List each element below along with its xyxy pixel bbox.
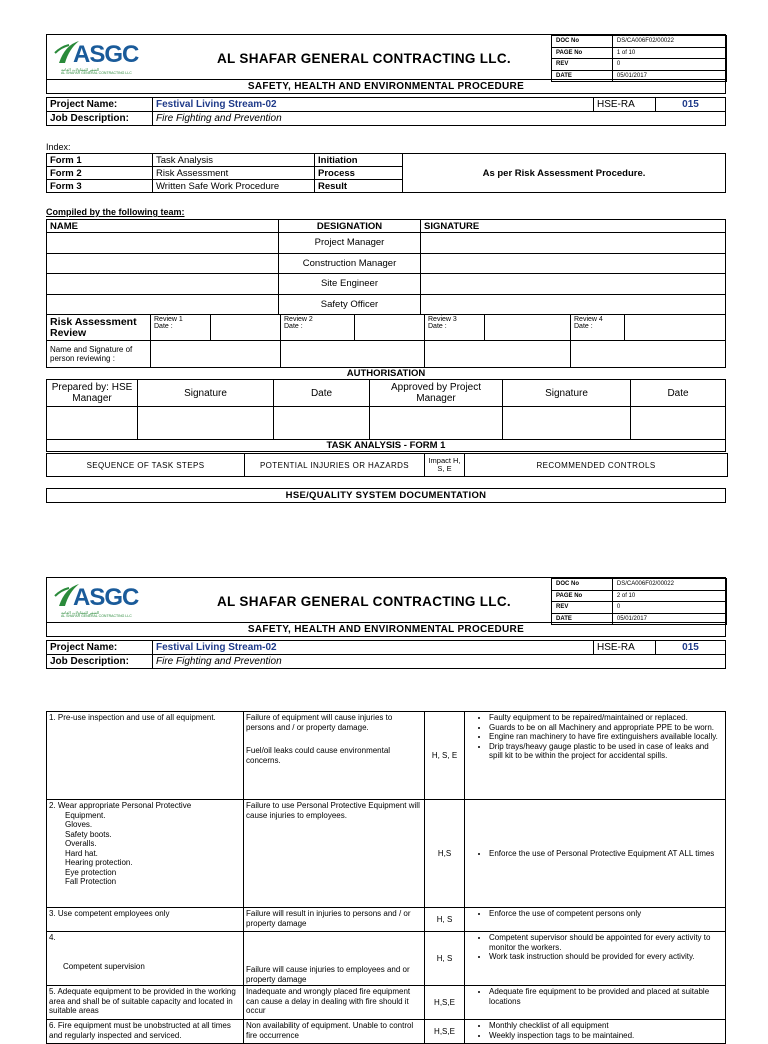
authorisation-title: AUTHORISATION [346,368,426,379]
company-name: AL SHAFAR GENERAL CONTRACTING LLC. [217,51,511,66]
logo-sub-en: AL SHAFAR GENERAL CONTRACTING LLC [61,71,132,75]
impact-cell: H, S, E [425,712,465,800]
doc-info-table [551,35,727,82]
auth-blank-2 [138,407,274,440]
reviewer-cell-2 [281,341,425,368]
job-description-value: Fire Fighting and Prevention [153,112,726,126]
task-step-text: 2. Wear appropriate Personal Protective [49,801,192,810]
hazard-cell: Non availability of equipment. Unable to control fire occurrence [244,1020,425,1044]
doc-no-label: DOC No [552,36,613,48]
review-2-blank [355,315,425,341]
task-step-sub: Competent supervision [63,961,145,971]
index-label: Index: [46,142,71,152]
auth-date-1: Date [274,380,370,407]
review-3: Review 3 Date : [425,315,485,341]
hazard-text: Failure of equipment will cause injuries to persons and / or property damage. [246,713,393,732]
rev-value: 0 [612,59,726,71]
team-header-signature: SIGNATURE [421,220,726,233]
logo-text: ASGC [73,41,139,68]
control-item: • Enforce the use of Personal Protective Equipment AT ALL times [489,849,723,859]
date-value: 05/01/2017 [612,613,726,625]
project-name-label: Project Name: [47,641,153,655]
review-3-blank [485,315,571,341]
controls-cell [465,800,726,908]
control-item: • Drip trays/heavy gauge plastic to be used in case of leaks and spill kit to be within the project for accidental spills. [489,742,723,761]
company-name: AL SHAFAR GENERAL CONTRACTING LLC. [217,594,511,609]
task-step [47,800,244,908]
control-item: • Competent supervisor should be appointed for every activity to monitor the workers. [489,933,723,952]
form-2-stage: Process [315,167,403,180]
table-row [47,908,726,932]
task-step: 3. Use competent employees only [47,908,244,932]
controls-cell [465,712,726,800]
review-4: Review 4 Date : [571,315,625,341]
date-label: DATE [552,70,613,82]
hse-label: HSE-RA [594,641,656,655]
page-no-label: PAGE No [552,47,613,59]
hazard-cell: Failure will cause injuries to employees and or property damage [244,932,425,986]
company-logo [51,39,137,77]
review-2: Review 2 Date : [281,315,355,341]
auth-blank-6 [631,407,726,440]
controls-cell [465,1020,726,1044]
controls-cell [465,932,726,986]
impact-cell: H,S,E [425,986,465,1020]
control-item: • Guards to be on all Machinery and appropriate PPE to be worn. [489,723,723,733]
control-item: • Faulty equipment to be repaired/maintained or replaced. [489,713,723,723]
header-box [46,34,726,80]
auth-blank-5 [503,407,631,440]
form-1: Form 1 [47,154,153,167]
rev-label: REV [552,602,613,614]
page-no-label: PAGE No [552,590,613,602]
reviewer-label: Name and Signature of person reviewing : [47,341,151,368]
rev-label: REV [552,59,613,71]
review-table [46,314,726,368]
ppe-item: Gloves. [65,820,93,829]
task-step: 1. Pre-use inspection and use of all equipment. [47,712,244,800]
review-1: Review 1 Date : [151,315,211,341]
form-3-stage: Result [315,180,403,193]
team-label: Compiled by the following team: [46,207,185,217]
control-item: • Work task instruction should be provided for every activity. [489,952,723,962]
form-3: Form 3 [47,180,153,193]
task-analysis-header [46,453,728,477]
col-hazards: POTENTIAL INJURIES OR HAZARDS [245,454,425,477]
task-step: 6. Fire equipment must be unobstructed at all times and regularly inspected and serviced. [47,1020,244,1044]
review-4-blank [625,315,726,341]
hazard-cell [244,712,425,800]
header-box [46,577,726,623]
hse-label: HSE-RA [594,98,656,112]
team-header-name: NAME [47,220,279,233]
control-item: • Adequate fire equipment to be provided and placed at suitable locations [489,987,723,1006]
project-table [46,640,726,669]
ppe-item: Safety boots. [65,829,112,839]
control-item: • Enforce the use of competent persons only [489,909,723,919]
doc-info-table [551,578,727,625]
ppe-item: Overalls. [65,839,97,848]
signature-cell [421,274,726,295]
form-1-stage: Initiation [315,154,403,167]
form-3-name: Written Safe Work Procedure [153,180,315,193]
logo-sub-ar: الشفر للمقاولات العامة [61,610,100,615]
approved-by: Approved by Project Manager [370,380,503,407]
hazard-cell: Inadequate and wrongly placed fire equipment can cause a delay in dealing with fire should it occur [244,986,425,1020]
team-table [46,219,726,315]
signature-cell [421,253,726,274]
page-no-value: 2 of 10 [612,590,726,602]
ppe-item: Fall Protection [65,877,117,886]
task-analysis-title: TASK ANALYSIS - FORM 1 [46,439,726,452]
ppe-item: Equipment. [65,810,106,820]
table-row [47,932,726,986]
form-1-name: Task Analysis [153,154,315,167]
designation-cell: Construction Manager [279,253,421,274]
project-name-value: Festival Living Stream-02 [153,641,594,655]
risk-table [46,711,726,1044]
date-label: DATE [552,613,613,625]
doc-no-value: DS/CA006F02/00022 [612,579,726,591]
index-note: As per Risk Assessment Procedure. [403,154,726,193]
control-item: • Weekly inspection tags to be maintained. [489,1031,723,1041]
task-step-text: 4. [49,933,56,942]
col-controls: RECOMMENDED CONTROLS [465,454,728,477]
reviewer-cell-3 [425,341,571,368]
authorisation-table [46,379,726,440]
project-table [46,97,726,126]
team-name-cell [47,253,279,274]
procedure-title: SAFETY, HEALTH AND ENVIRONMENTAL PROCEDURE [46,623,726,637]
hse-number: 015 [656,98,726,112]
hse-number: 015 [656,641,726,655]
designation-cell: Project Manager [279,233,421,254]
company-logo [51,582,137,620]
rev-value: 0 [612,602,726,614]
hazard-cell: Failure will result in injuries to persons and / or property damage [244,908,425,932]
ppe-item: Hard hat. [65,848,98,858]
task-step: 5. Adequate equipment to be provided in the working area and shall be of suitable capacity and located in suitable areas [47,986,244,1020]
reviewer-cell-1 [151,341,281,368]
logo-sub-en: AL SHAFAR GENERAL CONTRACTING LLC [61,614,132,618]
team-name-cell [47,274,279,295]
auth-date-2: Date [631,380,726,407]
control-item: • Engine ran machinery to have fire extinguishers available locally. [489,732,723,742]
job-description-label: Job Description: [47,655,153,669]
form-2-name: Risk Assessment [153,167,315,180]
project-name-value: Festival Living Stream-02 [153,98,594,112]
form-2: Form 2 [47,167,153,180]
auth-blank-3 [274,407,370,440]
designation-cell: Safety Officer [279,294,421,315]
table-row [47,986,726,1020]
impact-cell: H,S,E [425,1020,465,1044]
hse-quality-footer: HSE/QUALITY SYSTEM DOCUMENTATION [46,488,726,503]
logo-sub-ar: الشفر للمقاولات العامة [61,67,100,72]
auth-blank-1 [47,407,138,440]
ppe-item: Eye protection [65,867,117,877]
controls-cell [465,908,726,932]
logo-text: ASGC [73,584,139,611]
reviewer-cell-4 [571,341,726,368]
prepared-by: Prepared by: HSE Manager [47,380,138,407]
index-table [46,153,726,193]
col-impact: Impact H, S, E [425,454,465,477]
impact-cell: H, S [425,932,465,986]
auth-signature-2: Signature [503,380,631,407]
signature-cell [421,294,726,315]
page-no-value: 1 of 10 [612,47,726,59]
col-sequence: SEQUENCE OF TASK STEPS [47,454,245,477]
control-item: • Monthly checklist of all equipment [489,1021,723,1031]
doc-no-label: DOC No [552,579,613,591]
job-description-value: Fire Fighting and Prevention [153,655,726,669]
table-row [47,800,726,908]
impact-cell: H, S [425,908,465,932]
review-title: Risk Assessment Review [47,315,151,341]
doc-no-value: DS/CA006F02/00022 [612,36,726,48]
hazard-text: Fuel/oil leaks could cause environmental concerns. [246,746,391,765]
team-name-cell [47,233,279,254]
controls-cell [465,986,726,1020]
auth-blank-4 [370,407,503,440]
impact-cell: H,S [425,800,465,908]
project-name-label: Project Name: [47,98,153,112]
table-row [47,1020,726,1044]
signature-cell [421,233,726,254]
job-description-label: Job Description: [47,112,153,126]
team-header-designation: DESIGNATION [279,220,421,233]
procedure-title: SAFETY, HEALTH AND ENVIRONMENTAL PROCEDURE [46,80,726,94]
hazard-cell: Failure to use Personal Protective Equipment will cause injuries to employees. [244,800,425,908]
table-row [47,712,726,800]
team-name-cell [47,294,279,315]
designation-cell: Site Engineer [279,274,421,295]
auth-signature-1: Signature [138,380,274,407]
review-1-blank [211,315,281,341]
date-value: 05/01/2017 [612,70,726,82]
ppe-item: Hearing protection. [65,858,133,867]
task-step [47,932,244,986]
